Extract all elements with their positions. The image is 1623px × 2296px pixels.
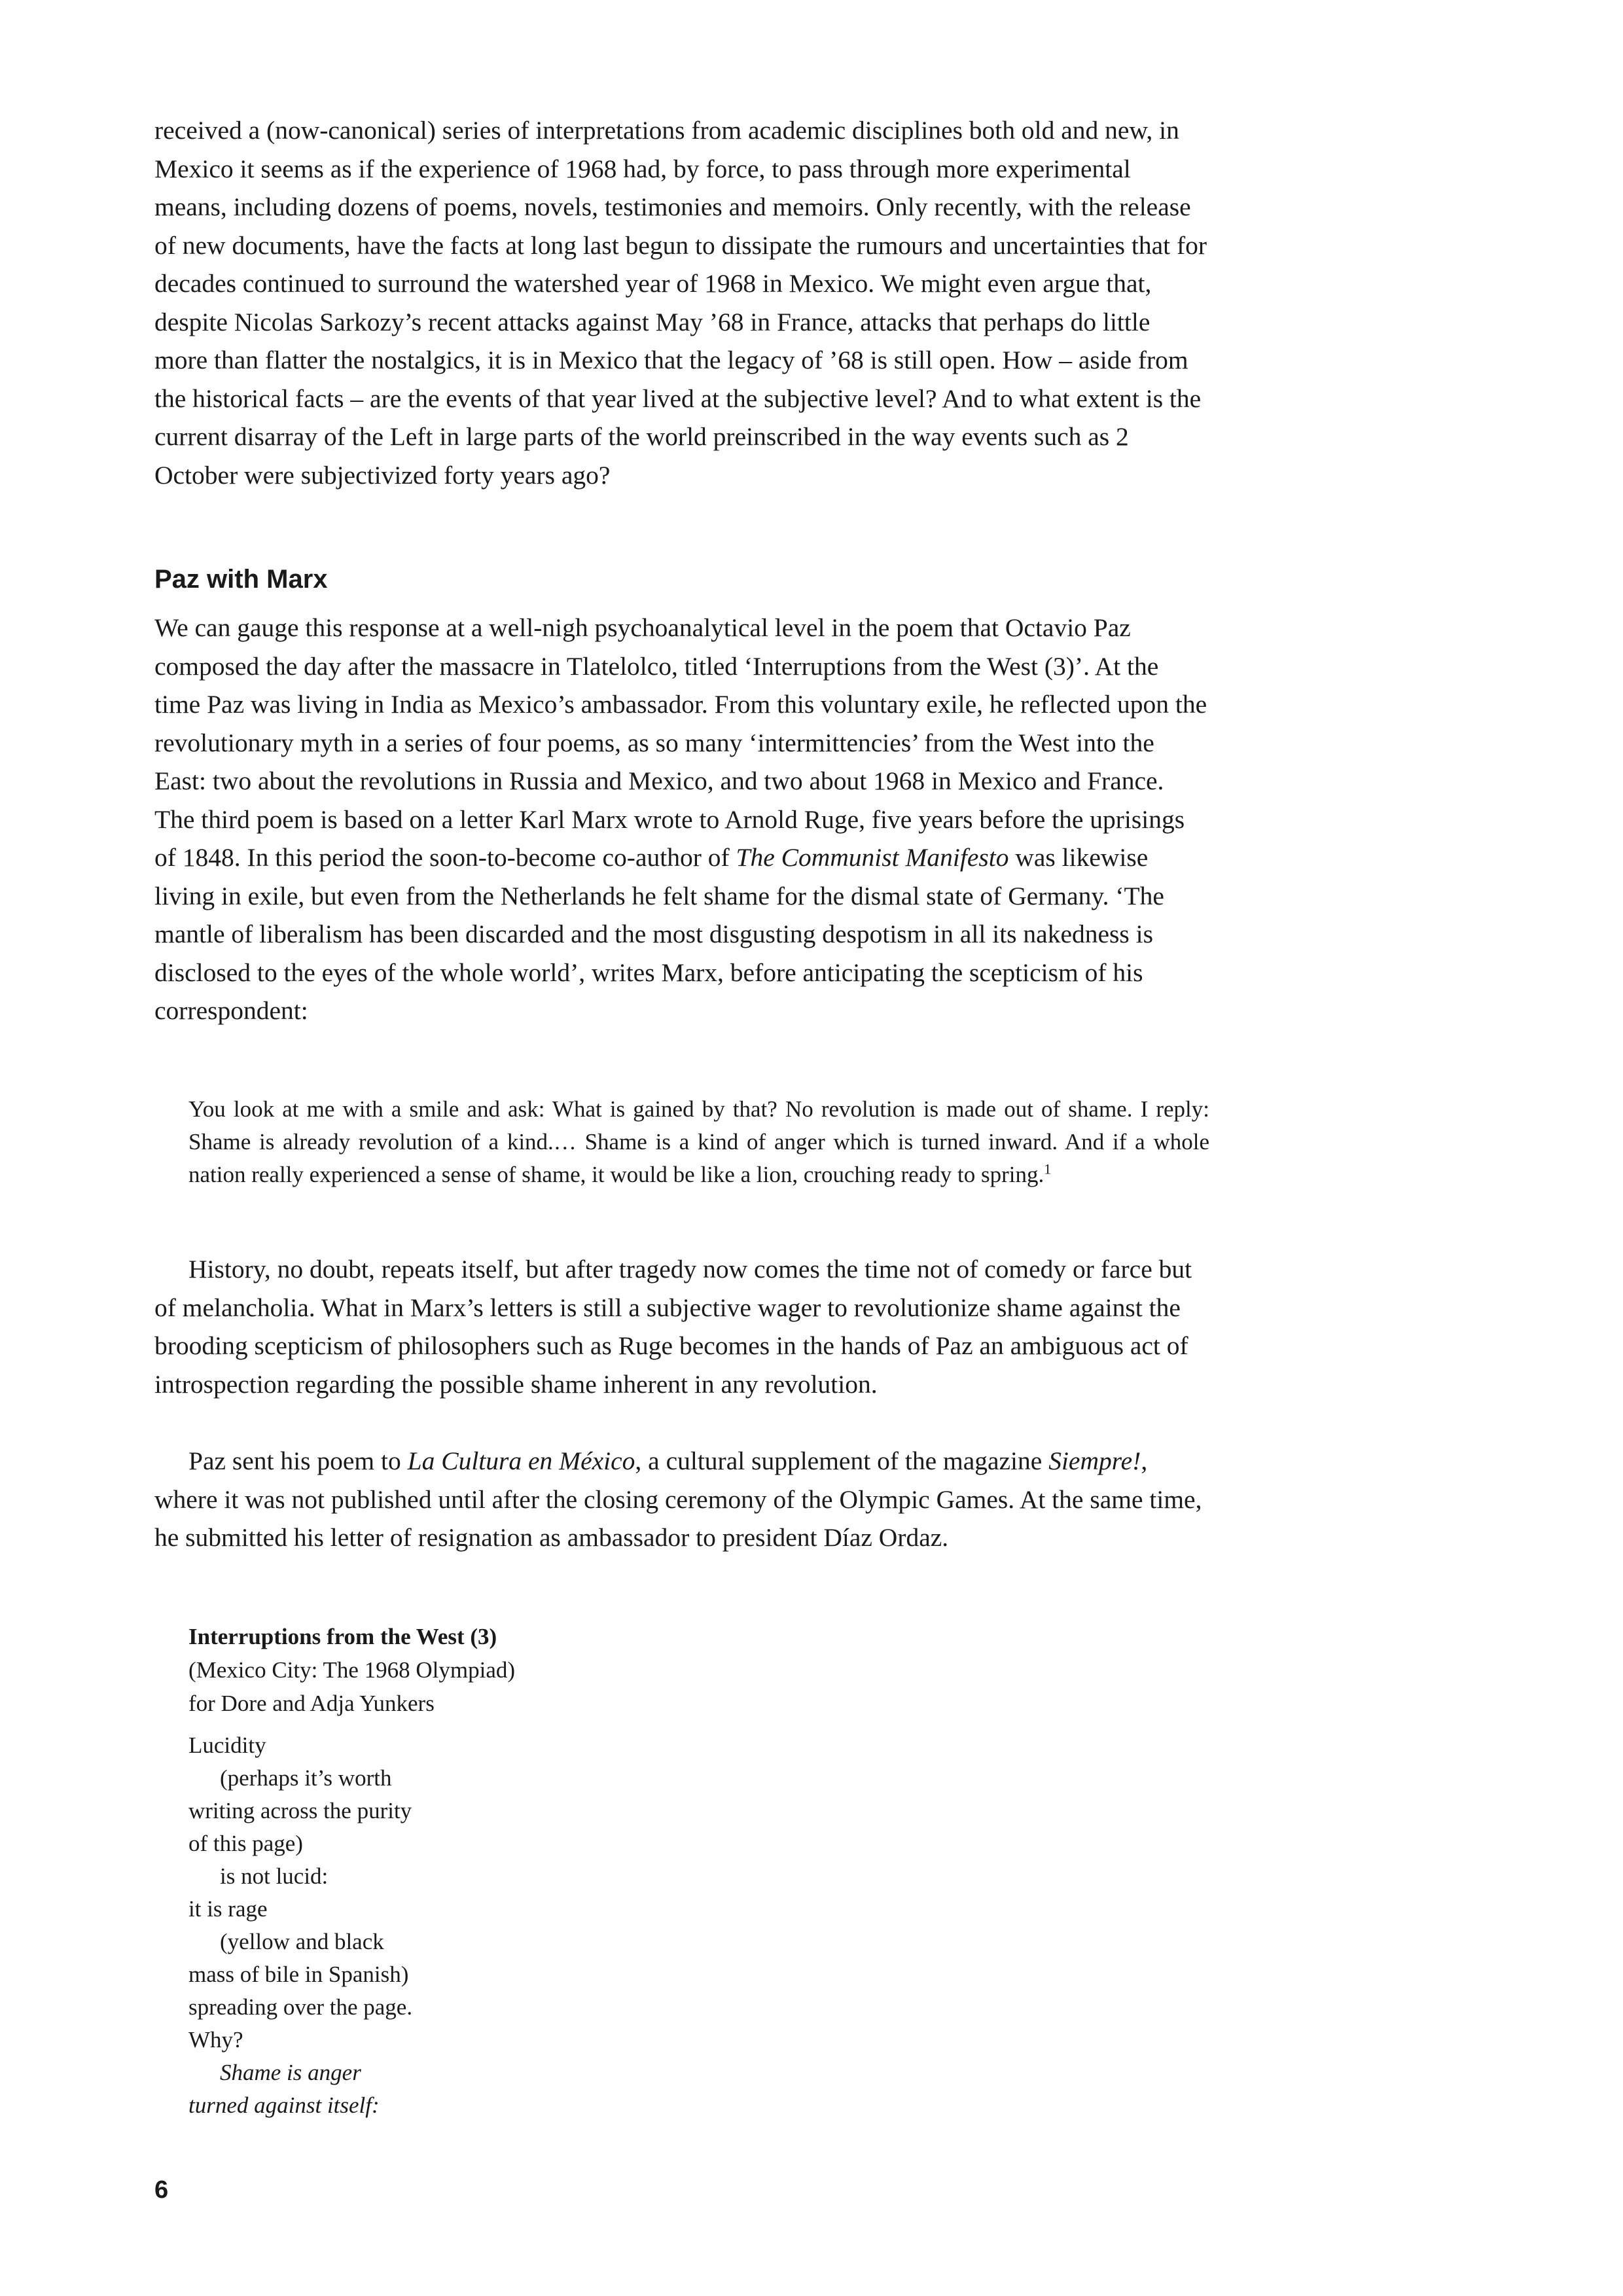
paragraph-2-text-b: was likewise living in exile, but even from the Netherlands he felt shame for the dismal state of Germany. ‘The mantle of liberalism has been discarded and the most disgusting despotism in all its nakedness is disclosed to the eyes of the whole world’, writes Marx, before anticipating the scepticism of his correspondent:	[154, 843, 1164, 1025]
poem-line: Lucidity	[188, 1732, 266, 1758]
paragraph-4-text-b: , a cultural supplement of the magazine	[635, 1446, 1049, 1475]
poem-line: Shame is anger	[220, 2060, 361, 2085]
poem-line: of this page)	[188, 1831, 303, 1856]
body-paragraph-1: received a (now-canonical) series of interpretations from academic disciplines both old and new, in Mexico it seems as if the experience of 1968 had, by force, to pass through more experimental means, including dozens of poems, novels, testimonies and memoirs. Only recently, with the release of new documents, have the facts at long last begun to dissipate the rumours and uncertainties that for decades continued to surround the watershed year of 1968 in Mexico. We might even argue that, despite Nicolas Sarkozy’s recent attacks against May ’68 in France, attacks that perhaps do little more than flatter the nostalgics, it is in Mexico that the legacy of ’68 is still open. How – aside from the historical facts – are the events of that year lived at the subjective level? And to what extent is the current disarray of the Left in large parts of the world preinscribed in the way events such as 2 October were subjectivized forty years ago?	[154, 116, 1207, 490]
paragraph-4-text-a: Paz sent his poem to	[188, 1446, 408, 1475]
poem-line: writing across the purity	[188, 1798, 412, 1823]
poem-line: (perhaps it’s worth	[220, 1765, 392, 1791]
section-heading: Paz with Marx	[154, 565, 328, 594]
body-paragraph-2	[154, 609, 1208, 1030]
poem-lines	[188, 1729, 777, 2122]
footnote-reference: 1	[1044, 1160, 1052, 1177]
poem-line: (yellow and black	[220, 1929, 384, 1954]
body-paragraph-3: History, no doubt, repeats itself, but after tragedy now comes the time not of comedy or farce but of melancholia. What in Marx’s letters is still a subjective wager to revolutionize shame against the brooding scepticism of philosophers such as Ruge becomes in the hands of Paz an ambiguous act of introspection regarding the possible shame inherent in any revolution.	[154, 1255, 1192, 1399]
page-number: 6	[154, 2176, 169, 2204]
paragraph-4-text-c: , where it was not published until after the closing ceremony of the Olympic Games. At the same time, he submitted his letter of resignation as ambassador to president Díaz Ordaz.	[154, 1446, 1202, 1552]
poem-line: it is rage	[188, 1896, 268, 1922]
book-title-communist-manifesto: The Communist Manifesto	[736, 843, 1009, 872]
block-quote-text: You look at me with a smile and ask: What is gained by that? No revolution is made out of shame. I reply: Shame is already revolution of a kind.… Shame is a kind of anger which is turned inward. And if a whole nation really experienced a sense of shame, it would be like a lion, crouching ready to spring.	[188, 1096, 1209, 1187]
poem-header	[188, 1620, 777, 1720]
poem-title: Interruptions from the West (3)	[188, 1624, 497, 1649]
poem-excerpt	[188, 1620, 777, 2122]
poem-dedication: for Dore and Adja Yunkers	[188, 1691, 435, 1716]
poem-line: turned against itself:	[188, 2092, 380, 2118]
supplement-title: La Cultura en México	[407, 1446, 635, 1475]
poem-line: spreading over the page.	[188, 1994, 413, 2020]
poem-line: is not lucid:	[220, 1863, 329, 1889]
poem-line: mass of bile in Spanish)	[188, 1962, 409, 1987]
body-paragraph-4	[154, 1442, 1208, 1557]
poem-subtitle: (Mexico City: The 1968 Olympiad)	[188, 1657, 516, 1683]
marx-block-quote	[188, 1093, 1209, 1191]
magazine-title: Siempre!	[1048, 1446, 1141, 1475]
paragraph-2-text-a: We can gauge this response at a well-nigh psychoanalytical level in the poem that Octavio Paz composed the day after the massacre in Tlatelolco, titled ‘Interruptions from the West (3)’. At the time Paz was living in India as Mexico’s ambassador. From this voluntary exile, he reflected upon the revolutionary myth in a series of four poems, as so many ‘intermittencies’ from the West into the East: two about the revolutions in Russia and Mexico, and two about 1968 in Mexico and France. The third poem is based on a letter Karl Marx wrote to Arnold Ruge, five years before the uprisings of 1848. In this period the soon-to-become co-author of	[154, 613, 1207, 872]
poem-line: Why?	[188, 2027, 243, 2053]
